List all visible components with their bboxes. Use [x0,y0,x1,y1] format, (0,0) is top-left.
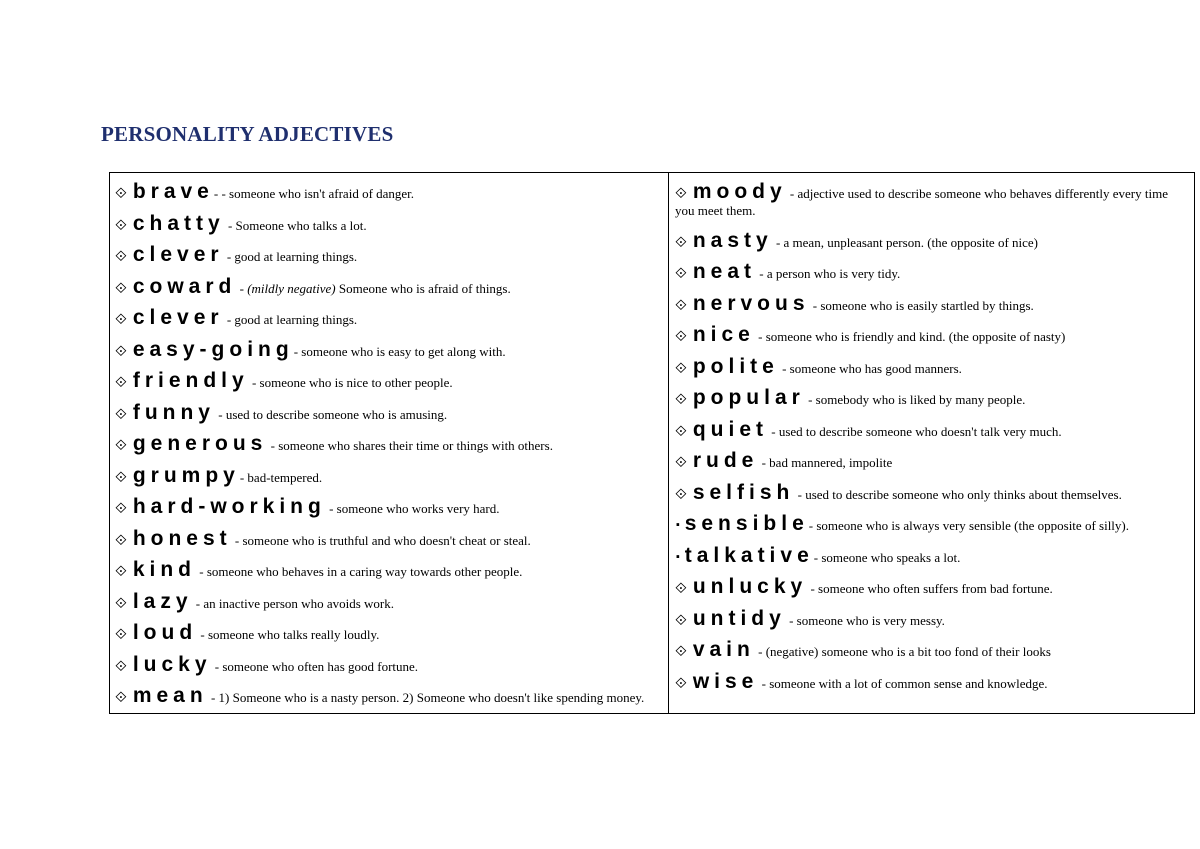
adjective-definition: - - someone who isn't afraid of danger. [213,186,415,201]
adjective-entry [115,274,660,298]
adjective-entry [675,417,1186,441]
adjective-entry [115,306,660,329]
diamond-bullet-icon: ⟐ [675,390,687,408]
diamond-bullet-icon: ⟐ [115,499,127,517]
diamond-bullet-icon: ⟐ [115,562,127,580]
adjective-entry [115,684,660,707]
adjective-word: clever [132,243,224,266]
adjective-entry [115,243,660,266]
adjective-entry [115,526,660,550]
adjective-word: grumpy [132,463,240,487]
adjective-entry [115,652,660,676]
adjective-entry [115,558,660,581]
diamond-bullet-icon: ⟐ [115,215,127,234]
adjective-entry [675,543,1186,567]
adjective-definition: - someone who has good manners. [778,360,962,376]
adjective-definition: - someone who behaves in a caring way towards other people. [196,564,523,579]
adjective-definition: - adjective used to describe someone who behaves differently every time you meet them. [675,186,1168,218]
adjective-entry [115,621,660,644]
adjective-entry [675,606,1186,630]
adjective-entry [675,669,1186,693]
diamond-bullet-icon: ⟐ [675,358,687,377]
adjective-word: friendly [132,369,249,392]
adjective-definition: - used to describe someone who doesn't talk very much. [768,423,1062,439]
diamond-bullet-icon: ⟐ [115,688,127,706]
diamond-bullet-icon: ⟐ [675,642,687,660]
adjective-word: nasty [692,228,773,252]
adjective-word: wise [692,669,759,693]
adjective-definition: - used to describe someone who is amusing. [214,406,448,422]
adjective-entry [675,638,1186,661]
adjective-entry [115,400,660,424]
adjective-definition: - someone who speaks a lot. [813,549,961,565]
adjective-entry [115,211,660,235]
adjective-word: moody [692,180,787,203]
adjective-entry [675,180,1186,219]
adjective-entry [675,260,1186,283]
adjective-definition: - Someone who talks a lot. [224,217,367,233]
diamond-bullet-icon: ⟐ [675,264,687,282]
adjective-word: brave [132,180,214,203]
adjective-word: untidy [692,606,786,630]
adjective-word: clever [132,306,224,329]
adjective-entry [675,228,1186,252]
adjective-word: selfish [692,480,795,504]
adjective-entry [115,369,660,392]
adjective-word: rude [692,449,759,472]
adjective-word: nice [692,323,755,346]
adjective-word: neat [692,260,757,283]
adjectives-table [109,172,1195,714]
diamond-bullet-icon: ⟐ [115,373,127,391]
adjective-word: hard-working [132,495,326,518]
adjective-definition: - good at learning things. [223,312,358,327]
diamond-bullet-icon: ⟐ [115,593,127,612]
adjective-word: kind [132,558,196,581]
adjective-definition: - someone who often has good fortune. [211,658,419,674]
adjective-definition: - somebody who is liked by many people. [804,392,1026,407]
adjective-word: lazy [132,589,193,613]
adjective-definition: - an inactive person who avoids work. [192,595,394,611]
adjective-entry [115,432,660,455]
adjective-definition: - someone who is truthful and who doesn't cheat or steal. [231,532,531,548]
adjective-word: funny [132,400,215,424]
adjective-word: unlucky [692,575,808,598]
diamond-bullet-icon: ⟐ [675,184,687,202]
adjective-entry [115,589,660,613]
adjective-definition: - someone who is easily startled by things. [809,297,1034,313]
adjective-entry [675,354,1186,378]
diamond-bullet-icon: ⟐ [115,341,127,360]
adjective-definition: - (mildly negative) Someone who is afraid of things. [236,280,511,296]
adjective-definition: - someone who works very hard. [325,501,500,516]
adjective-word: quiet [692,417,768,441]
adjective-definition: - a person who is very tidy. [756,266,901,281]
adjective-word: lucky [132,652,212,676]
adjective-definition: - someone who is very messy. [785,612,945,628]
right-column [669,173,1194,713]
adjective-word: honest [132,526,232,550]
diamond-bullet-icon: ⟐ [675,579,687,597]
adjective-word: nervous [692,291,810,315]
page-title: PERSONALITY ADJECTIVES [101,122,394,146]
adjective-definition: - someone who is always very sensible (the opposite of silly). [808,518,1129,533]
diamond-bullet-icon: ⟐ [675,232,687,251]
adjective-word: loud [132,621,198,644]
diamond-bullet-icon: ⟐ [115,184,127,202]
left-column [110,173,669,713]
diamond-bullet-icon: ⟐ [675,327,687,345]
adjective-entry [675,480,1186,504]
adjective-entry [115,463,660,487]
adjective-definition: - used to describe someone who only thinks about themselves. [794,486,1122,502]
adjective-word: popular [692,386,805,409]
diamond-bullet-icon: ⟐ [675,453,687,471]
adjective-entry [675,291,1186,315]
diamond-bullet-icon: ⟐ [115,436,127,454]
adjective-word: generous [132,432,268,455]
adjective-entry [675,386,1186,409]
adjective-entry [115,495,660,518]
diamond-bullet-icon: ⟐ [675,421,687,440]
dot-bullet-icon: · [675,547,681,566]
dot-bullet-icon: · [675,516,681,534]
adjective-definition: - someone who is friendly and kind. (the opposite of nasty) [754,329,1066,344]
diamond-bullet-icon: ⟐ [115,310,127,328]
adjective-word: mean [132,684,208,707]
diamond-bullet-icon: ⟐ [115,404,127,423]
adjective-word: coward [132,274,237,298]
adjective-definition: - someone who is nice to other people. [248,375,453,390]
adjective-entry [675,512,1186,535]
adjective-entry [115,337,660,361]
diamond-bullet-icon: ⟐ [115,467,127,486]
adjective-word: chatty [132,211,225,235]
adjective-definition: - bad-tempered. [239,469,323,485]
adjective-word: sensible [684,512,809,535]
adjective-definition: - good at learning things. [223,249,358,264]
adjective-definition: - a mean, unpleasant person. (the opposite of nice) [772,234,1039,250]
adjective-definition: - someone who is easy to get along with. [293,343,506,359]
adjective-definition: - 1) Someone who is a nasty person. 2) Someone who doesn't like spending money. [207,690,645,705]
adjective-definition: - someone who often suffers from bad fortune. [807,581,1053,596]
adjective-definition: - bad mannered, impolite [758,455,893,470]
adjective-entry [675,323,1186,346]
adjective-word: vain [692,638,755,661]
adjective-definition: - someone with a lot of common sense and knowledge. [758,675,1048,691]
diamond-bullet-icon: ⟐ [115,278,127,297]
adjective-definition: - (negative) someone who is a bit too fond of their looks [754,644,1051,659]
adjective-word: talkative [684,543,814,567]
adjective-word: polite [692,354,779,378]
adjective-entry [115,180,660,203]
adjective-definition: - someone who shares their time or things with others. [267,438,553,453]
diamond-bullet-icon: ⟐ [675,673,687,692]
adjective-entry [675,449,1186,472]
diamond-bullet-icon: ⟐ [675,484,687,503]
adjective-definition: - someone who talks really loudly. [197,627,380,642]
diamond-bullet-icon: ⟐ [115,247,127,265]
diamond-bullet-icon: ⟐ [115,656,127,675]
adjective-entry [675,575,1186,598]
diamond-bullet-icon: ⟐ [115,530,127,549]
adjective-word: easy-going [132,337,294,361]
diamond-bullet-icon: ⟐ [675,610,687,629]
diamond-bullet-icon: ⟐ [115,625,127,643]
diamond-bullet-icon: ⟐ [675,295,687,314]
